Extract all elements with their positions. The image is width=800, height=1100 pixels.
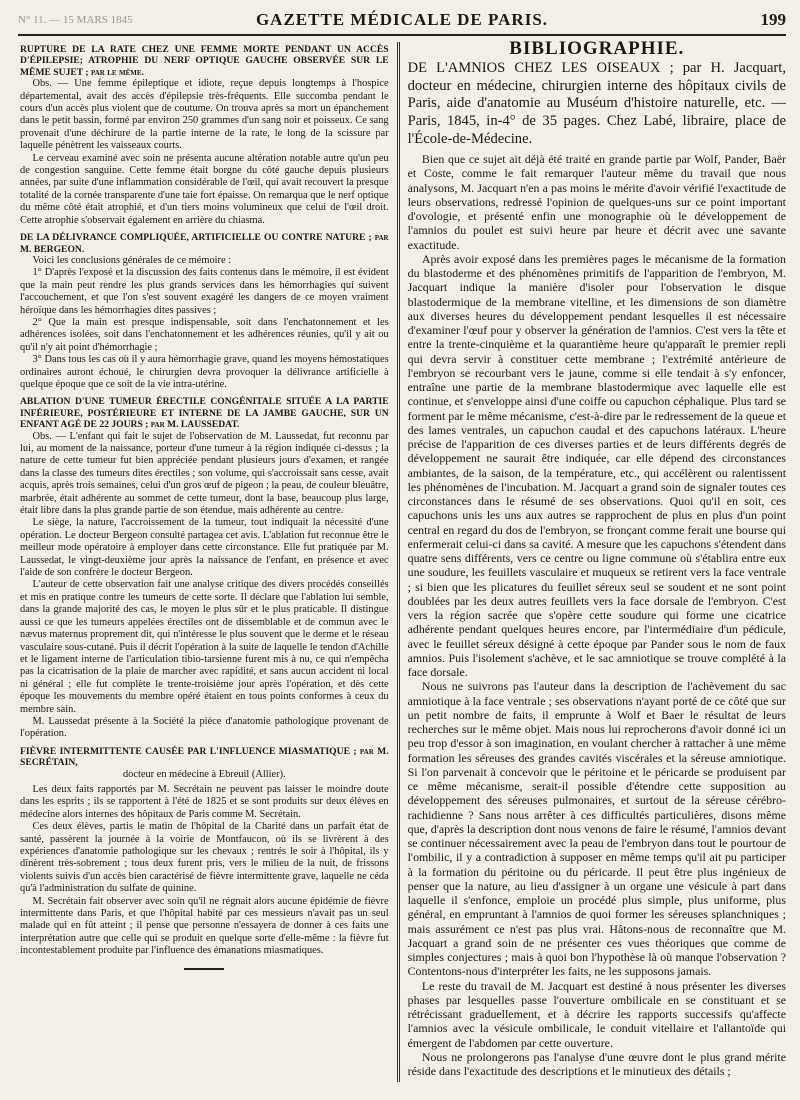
- page-header: [18, 6, 786, 36]
- paragraph: Nous ne prolongerons pas l'analyse d'une œuvre dont le plus grand mérite réside dans l'exactitude des descriptions et le minutieux des détails ;: [407, 1049, 786, 1079]
- section-title: FIÈVRE INTERMITTENTE CAUSÉE PAR L'INFLUENCE MIASMATIQUE ; par M. SECRÉTAIN,: [20, 745, 389, 769]
- paragraph: Nous ne suivrons pas l'auteur dans la description de l'achèvement du sac amniotique à la face ventrale ; ses observations n'ayant porté de ce côté que sur un petit nombre de faits, il emprunte à Wolf et Baer le résultat de leurs recherches sur le même objet. Mais nous lui reprocherons d'avoir donné ici un peu trop d'essor à son imagination, en voulant chercher à rattacher à une même formation les séreuses des grandes cavités viscérales et la séreuse amniotique. Si l'on parvenait à concevoir que le péritoine et le péricarde se produisent par ce même mécanisme, serait-il possible d'étendre cette supposition au développement des séreuses pulmonaires, et surtout de la séreuse cérébro-rachidienne ? Sans nous arrêter à ces difficultés particulières, disons même que, d'après la description dont nous venons de faire le résumé, l'amnios devant se continuer nécessairement avec la peau de l'embryon dans tout le pourtour de l'ombilic, il y a contradiction à supposer en même temps qu'il ait pu participer à la formation du péritoine ou du péricarde. Il peut être plus ingénieux de penser que la nature, au lieu d'assigner à un organe une vésicule à part dans laquelle il s'enfonce, emploie un procédé plus simple, plus uniforme, plus général, en empruntant à l'amnios de quoi former les séreuses splanchniques ; mais assurément ce n'est pas plus vrai. Hâtons-nous de reconnaître que M. Jacquart a grand soin de ne présenter ces vues théoriques que comme de simples conjectures ; mais à quoi bon l'hypothèse là où manque l'observation ? Contentons-nous d'interpréter les faits, ne les supposons jamais.: [407, 679, 786, 979]
- right-column: [400, 36, 786, 1096]
- page-number: 199: [760, 10, 786, 29]
- paragraph: Le siège, la nature, l'accroissement de la tumeur, tout indiquait la nécessité d'une opération. Le docteur Bergeon consulté partagea cet avis. L'ablation fut reconnue être le meilleur mode opératoire à employer dans cette circonstance. Elle fut pratiquée par M. Laussedat, le vingt-deuxième jour après la naissance de l'enfant, en présence et avec l'aide de son confrère le docteur Bergeon.: [20, 517, 389, 579]
- paragraph: Obs. — Une femme épileptique et idiote, reçue depuis longtemps à l'hospice départemental, avait des accès d'épilepsie très-fréquents. Elle succomba pendant le cours d'un accès plus violent que de coutume. On trouva après sa mort un épanchement dans le petit bassin, formé par environ 250 grammes d'un sang noir et poisseux. Ce sang provenait d'une déchirure de la partie interne de la rate, le long de la scissure par laquelle pénètrent les vaisseaux courts.: [20, 78, 389, 152]
- paragraph: L'auteur de cette observation fait une analyse critique des divers procédés conseillés et mis en pratique contre les tumeurs de cette sorte. Il déclare que l'ablation lui semble, dans la grande majorité des cas, le moyen le plus sûr et le plus praticable. Il distingue aussi ce que les tumeurs appelées érectiles ont de dissemblable et de commun avec le nævus maternus proprement dit, qui n'intéresse le plus souvent que le derme et le réseau vasculaire sous-cutané. Puis il décrit l'opération à la suite de laquelle le tendon d'Achille et le ligament interne de l'articulation tibio-tarsienne furent mis à nu, ce qui n'empêcha pas la cicatrisation de la plaie de marcher avec rapidité, et sans aucun accident ni local ni général ; elle fut complète le trente-troisième jour après l'opération, et dès cette époque les mouvements du membre opéré étaient en tous points conformes à ceux du membre sain.: [20, 579, 389, 715]
- section-title: DE LA DÉLIVRANCE COMPLIQUÉE, ARTIFICIELLE OU CONTRE NATURE ; par M. BERGEON.: [20, 232, 389, 255]
- end-rule: [184, 968, 224, 970]
- section-title: RUPTURE DE LA RATE CHEZ UNE FEMME MORTE PENDANT UN ACCÈS D'ÉPILEPSIE; ATROPHIE DU NERF OPTIQUE GAUCHE OBSERVÉE SUR LE MÊME SUJET ; par le même.: [20, 44, 389, 78]
- paragraph: M. Secrétain fait observer avec soin qu'il ne régnait alors aucune épidémie de fièvre intermittente dans Paris, et que l'hôpital habité par ces messieurs n'avait pas un seul malade qui en fût atteint ; il pense que personne n'essayera de donner à ces faits une interprétation autre que celle qui se produit en quelque sorte d'elle-même : la fièvre fut incontestablement produite par l'influence des émanations miasmatiques.: [20, 895, 389, 957]
- paragraph: 2° Que la main est presque indispensable, soit dans l'enchatonnement et les adhérences isolées, soit dans l'enchatonnement et les adhérences réunies, qu'il y ait ou qu'il n'y ait point d'hémorrhagie ;: [20, 316, 389, 353]
- paragraph: Le cerveau examiné avec soin ne présenta aucune altération notable autre qu'un peu de congestion sanguine. Cette femme était borgne du côté gauche depuis plusieurs années, par suite d'une inflammation considérable de l'œil, qui avait recouvert la presque totalité de la cornée transparente d'une taie fort épaisse. On remarqua que le nerf optique du même côté était atrophié, et d'un tiers moins volumineux que celui de l'œil droit. Cette atrophie s'observait également en arrière du chiasma.: [20, 152, 389, 226]
- section-title: ABLATION D'UNE TUMEUR ÉRECTILE CONGÉNITALE SITUÉE A LA PARTIE INFÉRIEURE, POSTÉRIEURE ET INTERNE DE LA JAMBE GAUCHE, SUR UN ENFANT AGÉ DE 22 JOURS ; par M. LAUSSEDAT.: [20, 396, 389, 431]
- paragraph: 1° D'après l'exposé et la discussion des faits contenus dans le mémoire, il est évident que la main peut rendre les plus grands services dans les hémorrhagies qui suivent l'accouchement, et que l'on s'est souvent exagéré les dangers de ce moyen vraiment héroïque dans les hémorrhagies dites passives ;: [20, 267, 389, 316]
- paragraph: Obs. — L'enfant qui fait le sujet de l'observation de M. Laussedat, fut reconnu par lui, au moment de la naissance, porteur d'une tumeur à la région indiquée ci-dessus ; la nature de cette tumeur fut bien appréciée pendant plusieurs jours d'examen, et rangée dans la classe des tumeurs dites érectiles ; son volume, qui s'accroissait sans cesse, avait acquis, après trois semaines, celui d'un gros œuf de pigeon ; la peau, de couleur bleuâtre, marbrée, était adhérente au sommet de cette tumeur, dont la base, beaucoup plus large, était libre dans la plus grande partie de son étendue, mais adhérente au centre.: [20, 430, 389, 517]
- paragraph: Le reste du travail de M. Jacquart est destiné à nous présenter les diverses phases par lesquelles passe l'ouverture ombilicale en se constituant et se rétrécissant graduellement, et à décrire les rapports successifs qu'affecte l'amnios avec la vésicule ombilicale, le conduit vitellaire et l'allantoïde qui émergent de l'abdomen par cette ouverture.: [407, 978, 786, 1050]
- issue-label: N° 11. — 15 MARS 1845: [18, 14, 133, 26]
- bibliography-heading: BIBLIOGRAPHIE.: [509, 38, 685, 59]
- left-column: [18, 36, 397, 1096]
- paragraph: Voici les conclusions générales de ce mémoire :: [32, 254, 232, 266]
- paragraph: Ces deux élèves, partis le matin de l'hôpital de la Charité dans un parfait état de santé, passèrent la journée à la voirie de Montfaucon, où ils se livrèrent à des expériences d'anatomie pathologique sur les chevaux ; rentrés le soir à l'hôpital, ils y dînèrent très-sobrement ; tous deux furent pris, vers le milieu de la nuit, de frissons violents suivis d'un accès bien caractérisé de fièvre intermittente grave, laquelle ne céda qu'à l'administration du sulfate de quinine.: [20, 821, 389, 895]
- section-subtitle: docteur en médecine à Ebreuil (Allier).: [122, 768, 286, 780]
- paragraph: Les deux faits rapportés par M. Secrétain ne peuvent pas laisser le moindre doute dans les esprits ; ils se rapportent à l'été de 1825 et se sont produits sur deux élèves en médecine alors internes des hôpitaux de Paris comme M. Secrétain.: [20, 783, 389, 820]
- paragraph: Bien que ce sujet ait déjà été traité en grande partie par Wolf, Pander, Baër et Coste, comme le fait remarquer l'auteur même du travail que nous analysons, M. Jacquart n'en a pas moins le mérite d'avoir vérifié l'exactitude de leurs observations, redressé l'opinion de quelques-uns sur ce point important d'ovologie, et présenté enfin une monographie où le développement de l'amnios du poulet est suivi heure par heure et décrit avec une savante exactitude.: [407, 152, 786, 252]
- paragraph: Après avoir exposé dans les premières pages le mécanisme de la formation du blastoderme et des phénomènes primitifs de l'apparition de l'embryon, M. Jacquart indique la manière d'isoler pour l'observation le disque blastodermique de la membrane vitelline, et les dimensions de son diamètre aux diverses heures du développement pendant lesquelles il est nécessaire d'examiner l'œuf pour y observer la génération de l'amnios. C'est vers la tête et entre la trente-cinquième et la quarantième heure qu'apparaît le premier repli qui devra servir à constituer cette membrane ; l'extrémité antérieure de l'embryon se recourbant vers le jaune, comme si elle tendait à s'y enfoncer, entraîne une partie de la membrane blastodermique avec laquelle elle est continue, et s'enveloppe ainsi d'une coiffe ou capuchon céphalique. Plus tard se forment par le même mécanisme, c'est-à-dire par le redressement de la queue et des lames ventrales, un capuchon caudal et des capuchons latéraux. L'heure précise de l'apparition de ces diverses parties et de leurs différents degrés de développement ne saurait être indiquée, car elle dépend des circonstances ambiantes, de la saison, de la température, etc., qui accélèrent ou ralentissent les phénomènes de l'incubation. M. Jacquart a grand soin de signaler toutes ces circonstances dans le résumé de ses observations. Quoi qu'il en soit, ces capuchons unis les uns aux autres se rapprochent de plus en plus d'un point central en regard du dos de l'embryon, se fronçant comme ferait une bourse qui enfermerait celui-ci dans sa cavité. A mesure que les capuchons s'étendent dans quatre sens différents, vers ce centre ou ligne commune où s'établira entre eux une soudure, les feuillets vasculaire et muqueux se retirent vers la face ventrale ; si bien que les plicatures du feuillet séreux seul se soudent et ne sont point doublées par les deux autres feuillets vers la face dorsale de l'embryon. C'est vers la région sacrée que s'opère cette soudure qui forme une cicatrice adhérente pendant quelques heures encore, par l'intermédiaire d'un pédicule, avec le feuillet séreux désigné à cette époque par Pander sous le nom de faux amnios. Puis l'isolement s'achève, et le sac amniotique se trouve complété à la face dorsale.: [407, 251, 786, 680]
- bibliography-reference: DE L'AMNIOS CHEZ LES OISEAUX ; par H. Jacquart, docteur en médecine, chirurgien interne des hôpitaux civils de Paris, aide d'anatomie au Muséum d'histoire naturelle, etc. — Paris, 1845, in-4° de 35 pages. Chez Labé, libraire, place de l'École-de-Médecine.: [407, 60, 786, 147]
- journal-title: GAZETTE MÉDICALE DE PARIS.: [255, 10, 549, 29]
- paragraph: M. Laussedat présente à la Société la pièce d'anatomie pathologique provenant de l'opération.: [20, 715, 389, 740]
- paragraph: 3° Dans tous les cas où il y aura hémorrhagie grave, quand les moyens hémostatiques ordinaires auront échoué, le chirurgien devra provoquer la délivrance artificielle à quelque époque que ce soit de la vie intra-utérine.: [20, 354, 389, 390]
